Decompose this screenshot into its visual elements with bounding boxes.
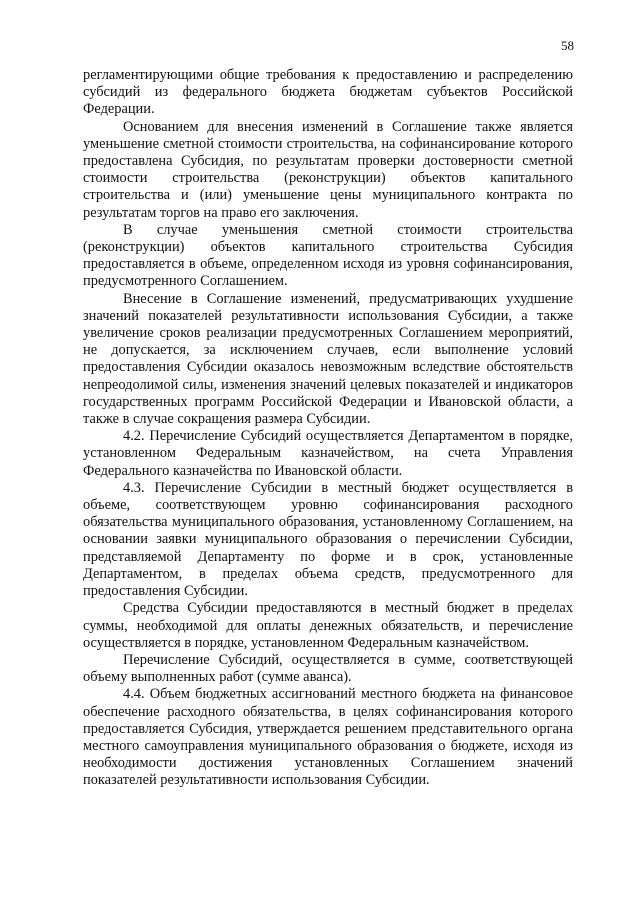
paragraph: Средства Субсидии предоставляются в местный бюджет в пределах суммы, необходимой для оплаты денежных обязательств, и перечисление осуществляется в порядке, установленном Федеральным казначейством.: [83, 600, 573, 651]
paragraph: В случае уменьшения сметной стоимости строительства (реконструкции) объектов капитального строительства Субсидия предоставляется в объеме, определенном исходя из уровня софинансирования, предусмотренного Соглашением.: [83, 221, 573, 290]
paragraph-section-4-3: 4.3. Перечисление Субсидии в местный бюджет осуществляется в объеме, соответствующем уровню софинансирования расходного обязательства муниципального образования, установленному Соглашением, на основании заявки муниципального образования о перечислении Субсидии, представляемой Департаменту по форме и в срок, установленные Департаментом, в пределах объема средств, предусмотренного для предоставления Субсидии.: [83, 479, 573, 600]
paragraph: Перечисление Субсидий, осуществляется в сумме, соответствующей объему выполненных работ (сумме аванса).: [83, 651, 573, 686]
paragraph-section-4-2: 4.2. Перечисление Субсидий осуществляется Департаментом в порядке, установленном Федеральным казначейством, на счета Управления Федерального казначейства по Ивановской области.: [83, 428, 573, 479]
document-body: [83, 67, 573, 790]
paragraph: Внесение в Соглашение изменений, предусматривающих ухудшение значений показателей результативности использования Субсидии, а также увеличение сроков реализации предусмотренных Соглашением мероприятий, не допускается, за исключением случаев, если выполнение условий предоставления Субсидии оказалось невозможным вследствие обстоятельств непреодолимой силы, изменения значений целевых показателей и индикаторов государственных программ Российской Федерации и Ивановской области, а также в случае сокращения размера Субсидии.: [83, 290, 573, 428]
page-number: 58: [561, 38, 574, 53]
paragraph: регламентирующими общие требования к предоставлению и распределению субсидий из федерального бюджета бюджетам субъектов Российской Федерации.: [83, 67, 573, 118]
paragraph-section-4-4: 4.4. Объем бюджетных ассигнований местного бюджета на финансовое обеспечение расходного обязательства, в целях софинансирования которого предоставляется Субсидия, утверждается решением представительного органа местного самоуправления муниципального образования о бюджете, исходя из необходимости достижения установленных Соглашением значений показателей результативности использования Субсидии.: [83, 686, 573, 789]
paragraph: Основанием для внесения изменений в Соглашение также является уменьшение сметной стоимости строительства, на софинансирование которого предоставлена Субсидия, по результатам проверки достоверности сметной стоимости строительства (реконструкции) объектов капитального строительства и (или) уменьшение цены муниципального контракта по результатам торгов на право его заключения.: [83, 118, 573, 221]
